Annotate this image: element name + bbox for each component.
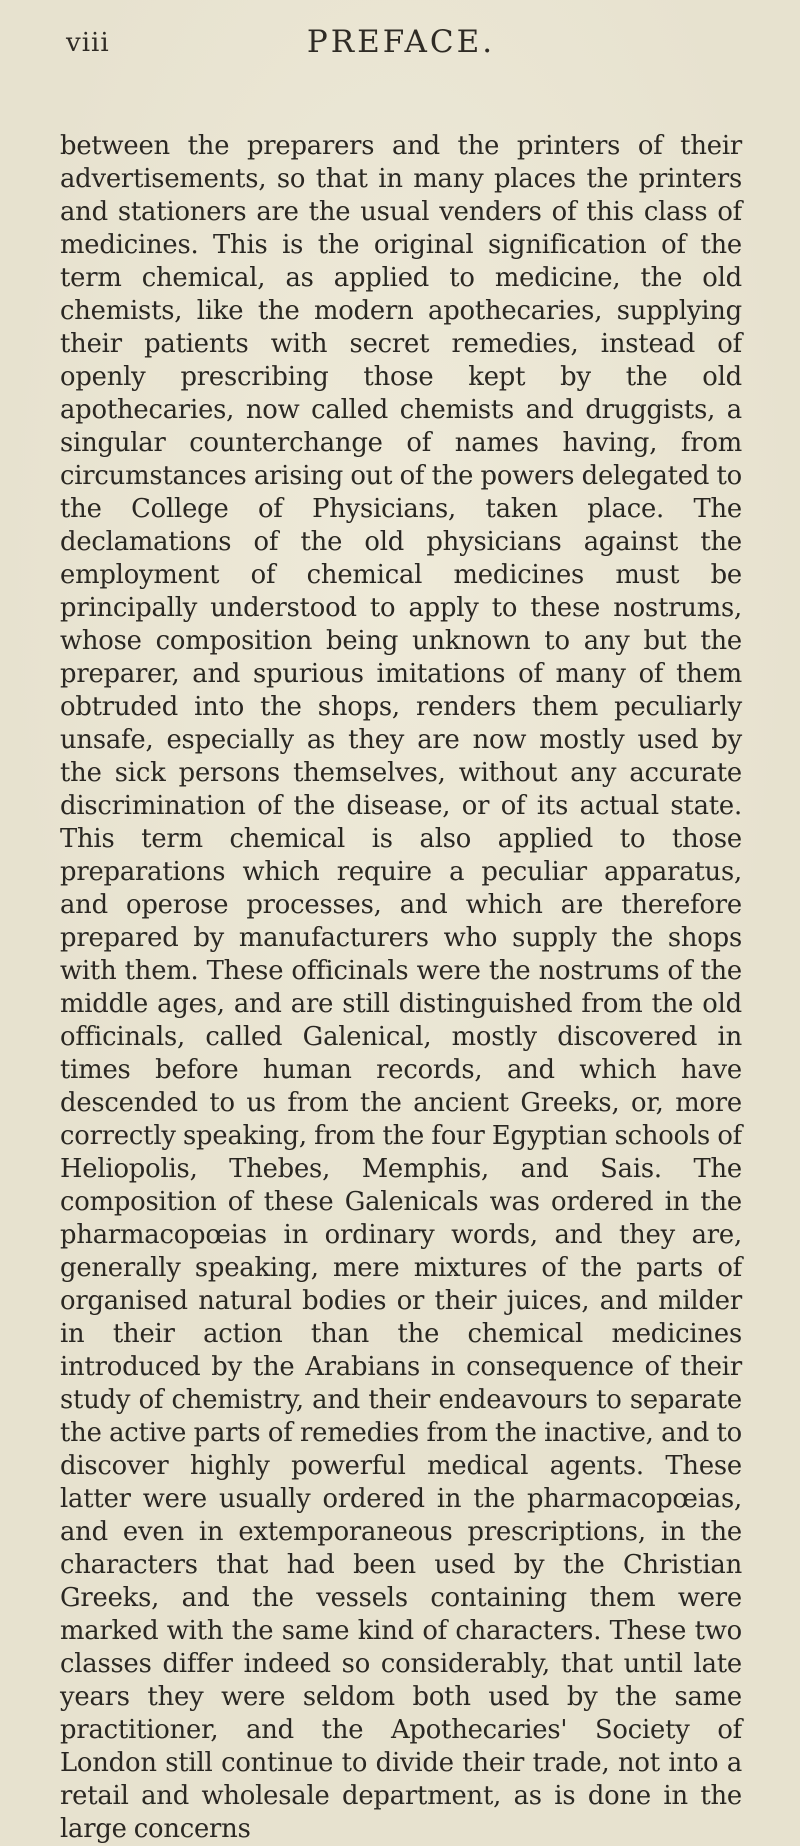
page-number: viii <box>66 28 110 58</box>
page-header <box>60 22 742 72</box>
body-paragraph: between the preparers and the printers of their advertisements, so that in many places the printers and stationers are the usual venders of this class of medicines. This is the original signification of the term chemical, as applied to medicine, the old chemists, like the modern apothecaries, supplying their patients with secret remedies, instead of openly prescribing those kept by the old apothecaries, now called chemists and druggists, a singular counterchange of names having, from circumstances arising out of the powers delegated to the College of Physicians, taken place. The declamations of the old physicians against the employment of chemical medicines must be principally understood to apply to these nostrums, whose composition being unknown to any but the preparer, and spurious imitations of many of them obtruded into the shops, renders them peculiarly unsafe, especially as they are now mostly used by the sick persons themselves, without any accurate discrimination of the disease, or of its actual state. This term chemical is also applied to those preparations which require a peculiar apparatus, and operose processes, and which are therefore prepared by manufacturers who supply the shops with them. These officinals were the nostrums of the middle ages, and are still distinguished from the old officinals, called Galenical, mostly discovered in times before human records, and which have descended to us from the ancient Greeks, or, more correctly speaking, from the four Egyptian schools of Heliopolis, Thebes, Memphis, and Sais. The composition of these Galenicals was ordered in the pharmacopœias in ordinary words, and they are, generally speaking, mere mixtures of the parts of organised natural bodies or their juices, and milder in their action than the chemical medicines introduced by the Arabians in consequence of their study of chemistry, and their endeavours to separate the active parts of remedies from the inactive, and to discover highly powerful medical agents. These latter were usually ordered in the pharmacopœias, and even in extemporaneous prescriptions, in the characters that had been used by the Christian Greeks, and the vessels containing them were marked with the same kind of characters. These two classes differ indeed so considerably, that until late years they were seldom both used by the same practitioner, and the Apothecaries' Society of London still continue to divide their trade, not into a retail and wholesale department, as is done in the large concerns <box>60 131 742 1844</box>
running-title: PREFACE. <box>306 24 496 60</box>
